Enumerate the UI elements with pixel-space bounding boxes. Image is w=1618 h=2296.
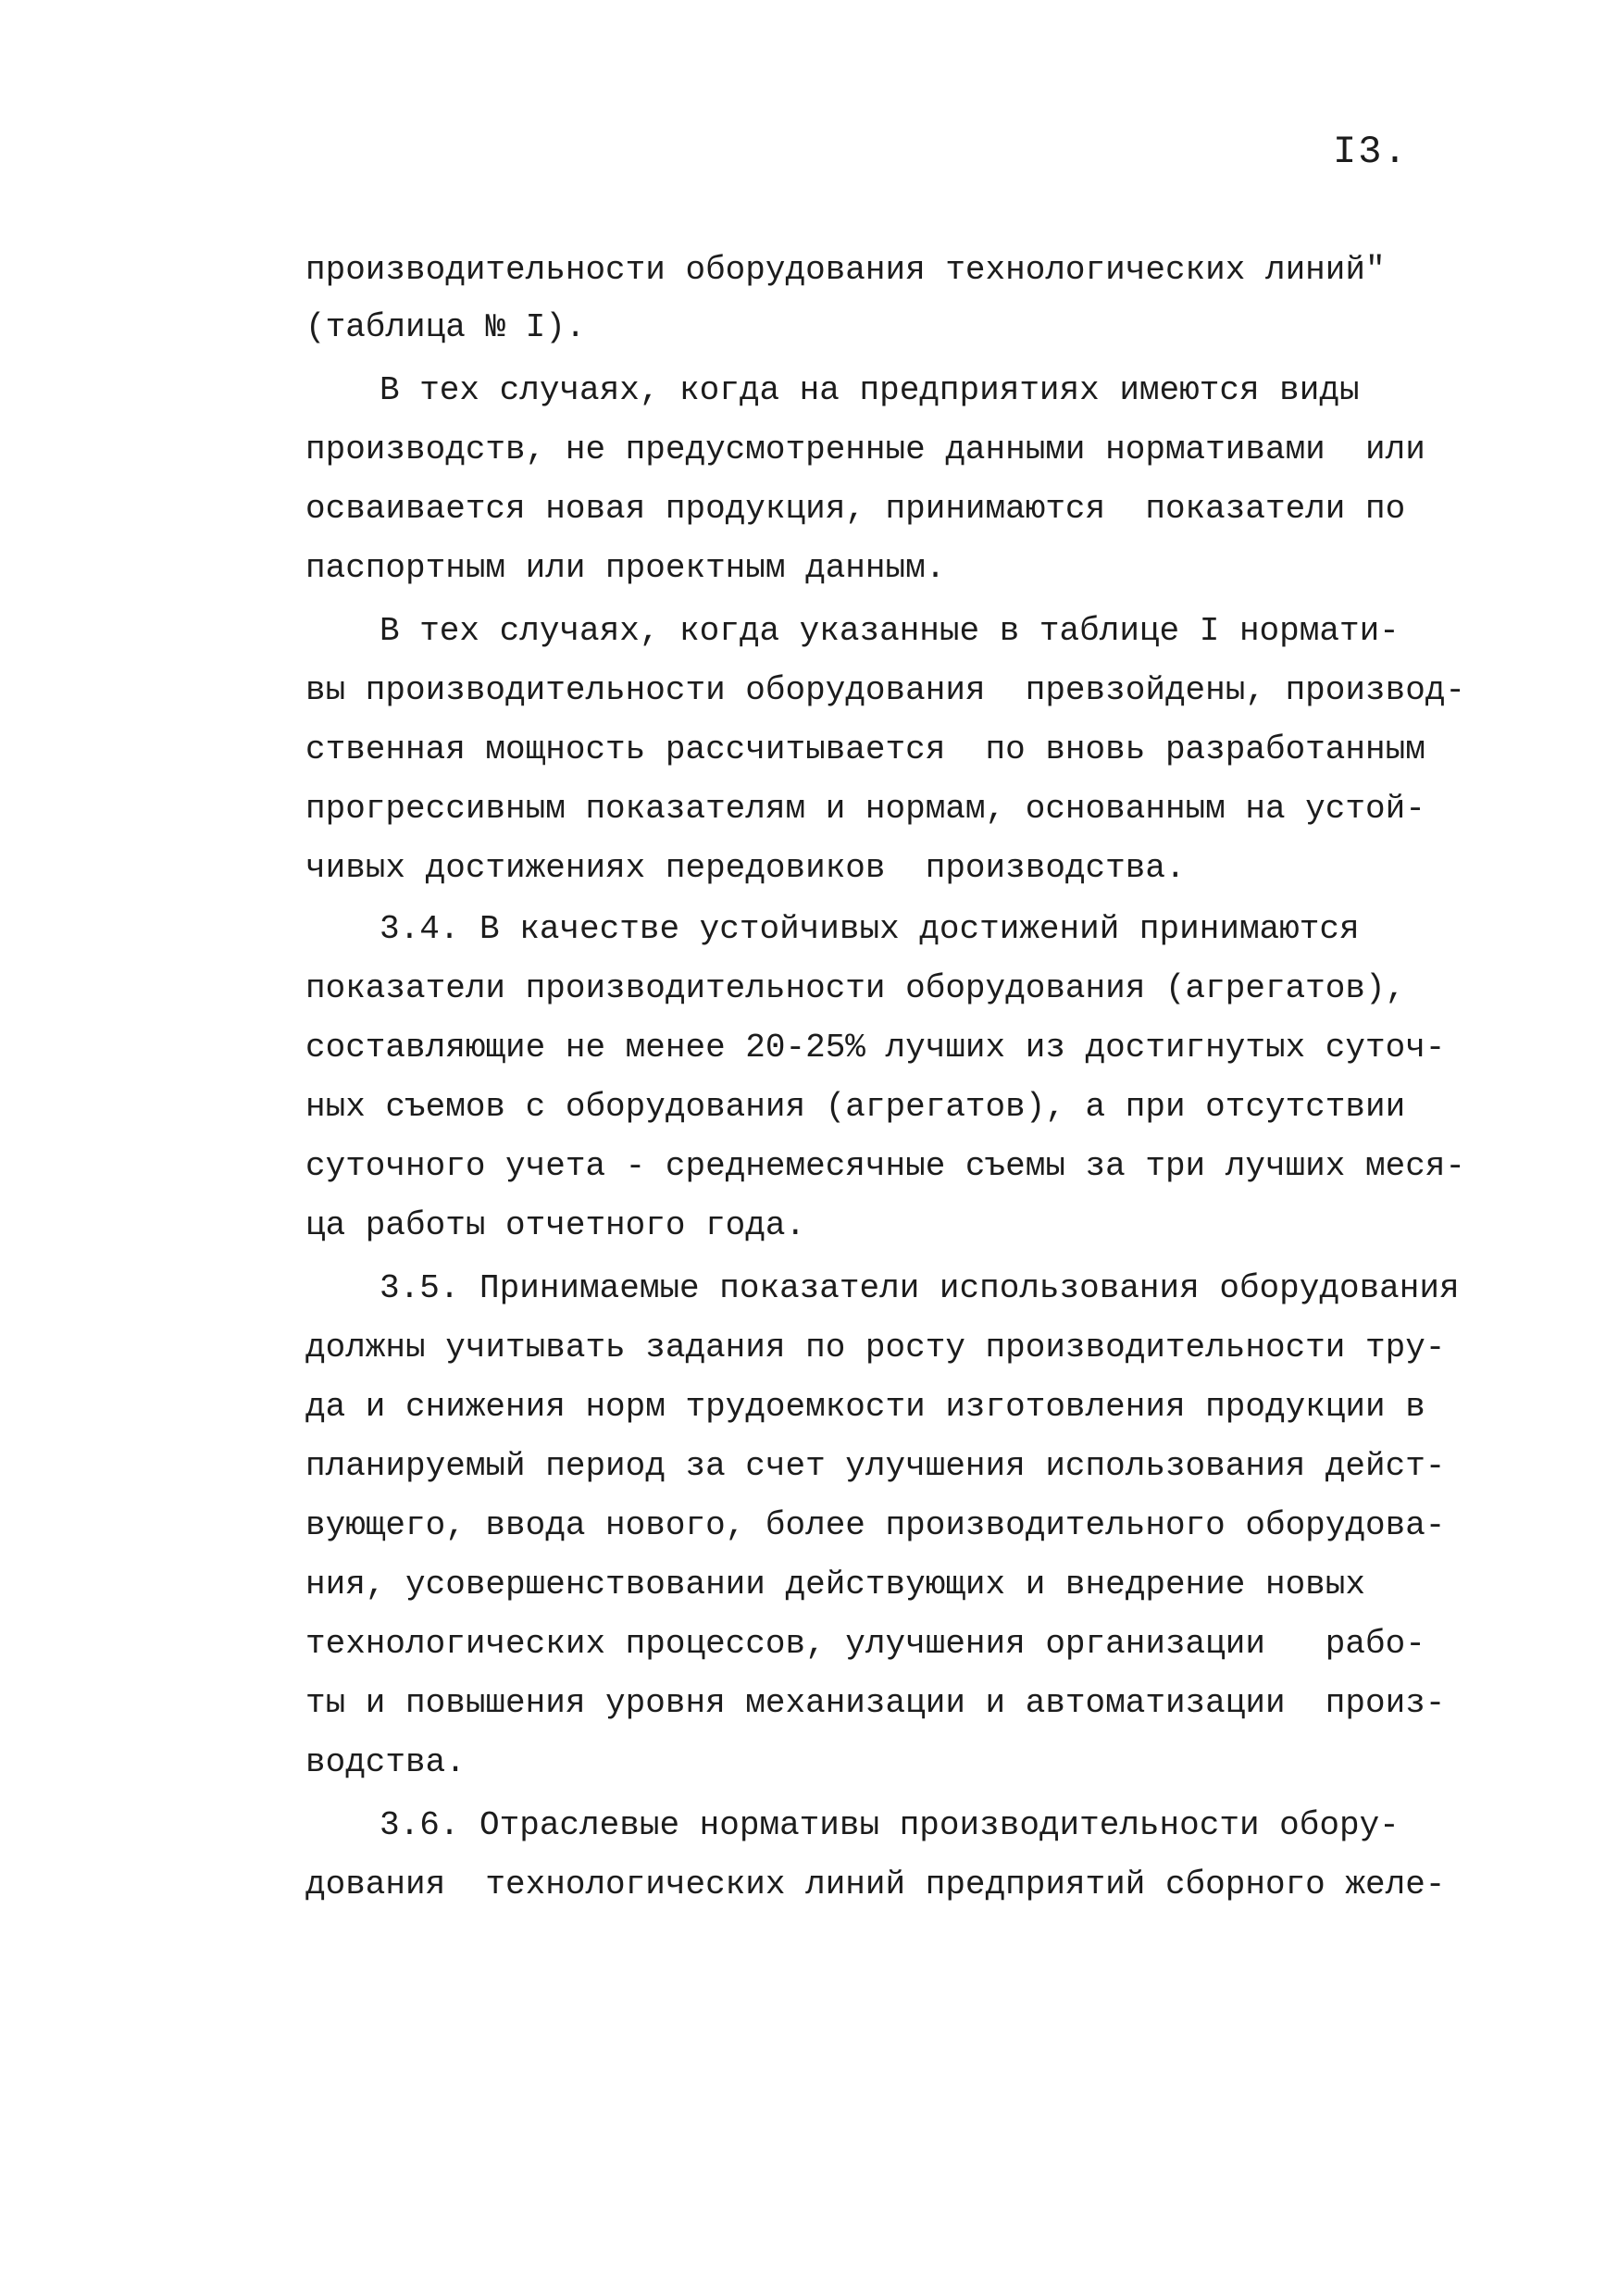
text-line: ния, усовершенствовании действующих и внедрение новых xyxy=(305,1566,1365,1603)
text-line: (таблица № I). xyxy=(305,308,586,346)
text-line: дования технологических линий предприятий сборного желе- xyxy=(305,1866,1446,1903)
text-line: составляющие не менее 20-25% лучших из достигнутых суточ- xyxy=(305,1029,1446,1067)
text-line: осваивается новая продукция, принимаются показатели по xyxy=(305,490,1406,528)
page-number: I3. xyxy=(1333,130,1409,174)
text-line: да и снижения норм трудоемкости изготовления продукции в xyxy=(305,1388,1425,1426)
text-line: паспортным или проектным данным. xyxy=(305,549,946,587)
text-line: 3.4. В качестве устойчивых достижений принимаются xyxy=(380,910,1360,948)
text-line: производств, не предусмотренные данными нормативами или xyxy=(305,430,1425,468)
text-line: производительности оборудования технологических линий" xyxy=(305,251,1386,289)
text-line: 3.6. Отраслевые нормативы производительности обору- xyxy=(380,1806,1400,1844)
text-line: В тех случаях, когда указанные в таблице I нормати- xyxy=(380,612,1400,650)
text-line: водства. xyxy=(305,1743,466,1781)
text-line: ных съемов с оборудования (агрегатов), а при отсутствии xyxy=(305,1088,1406,1126)
text-line: технологических процессов, улучшения организации рабо- xyxy=(305,1625,1425,1663)
text-line: В тех случаях, когда на предприятиях имеются виды xyxy=(380,371,1360,409)
text-line: вующего, ввода нового, более производительного оборудова- xyxy=(305,1506,1446,1544)
text-line: планируемый период за счет улучшения использования дейст- xyxy=(305,1447,1446,1485)
text-line: чивых достижениях передовиков производства. xyxy=(305,849,1186,887)
text-line: ты и повышения уровня механизации и автоматизации произ- xyxy=(305,1684,1446,1722)
text-line: прогрессивным показателям и нормам, основанным на устой- xyxy=(305,790,1425,828)
text-line: должны учитывать задания по росту производительности тру- xyxy=(305,1329,1446,1366)
text-line: 3.5. Принимаемые показатели использования оборудования xyxy=(380,1269,1460,1307)
text-line: показатели производительности оборудования (агрегатов), xyxy=(305,969,1406,1007)
text-line: суточного учета - среднемесячные съемы за три лучших меся- xyxy=(305,1147,1466,1185)
text-line: ца работы отчетного года. xyxy=(305,1206,806,1244)
text-line: вы производительности оборудования превзойдены, производ- xyxy=(305,671,1466,709)
text-line: ственная мощность рассчитывается по вновь разработанным xyxy=(305,730,1425,768)
